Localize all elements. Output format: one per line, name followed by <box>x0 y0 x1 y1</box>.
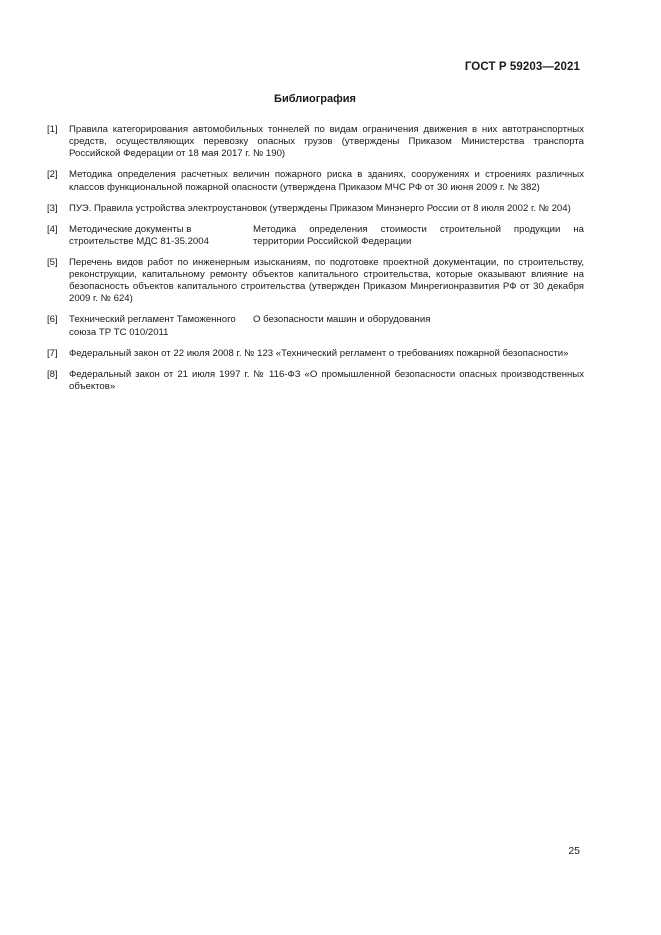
bibliography-entry-8 <box>47 369 584 393</box>
bibliography-entry-3 <box>47 203 584 215</box>
entry-text: Правила категорирования автомобильных тоннелей по видам ограничения движения в них автотранспортных средств, осуществляющих перевозку опасных грузов (утверждены Приказом Министерства транспорта Российской Федерации от 18 мая 2017 г. № 190) <box>69 124 584 160</box>
bibliography-entry-7 <box>47 348 584 360</box>
bibliography-entry-6 <box>47 314 584 338</box>
bibliography-list <box>47 124 584 402</box>
page-number: 25 <box>568 845 580 857</box>
entry-number: [7] <box>47 347 58 359</box>
entry-text: Методика определения расчетных величин пожарного риска в зданиях, сооружениях и строениях различных классов функциональной пожарной опасности (утверждена Приказом МЧС РФ от 30 июня 2009 г. № 382) <box>69 169 584 193</box>
section-title: Библиография <box>274 93 356 105</box>
entry-document-title: Методика определения стоимости строительной продукции на территории Российской Федерации <box>253 223 584 247</box>
entry-document-title: О безопасности машин и оборудования <box>253 314 431 326</box>
entry-text: ПУЭ. Правила устройства электроустановок (утверждены Приказом Минэнерго России от 8 июля 2002 г. № 204) <box>69 202 571 214</box>
bibliography-entry-4 <box>47 224 584 248</box>
entry-number: [8] <box>47 368 58 380</box>
entry-text: Перечень видов работ по инженерным изысканиям, по подготовке проектной документации, по строительству, реконструкции, капитальному ремонту объектов капитального строительства, которые оказывают влияние на безопасность объектов капитального строительства (утвержден Приказом Минрегионразвития РФ от 30 декабря 2009 г. № 624) <box>69 256 584 305</box>
bibliography-entry-5 <box>47 257 584 306</box>
entry-number: [3] <box>47 202 58 214</box>
entry-document-designation: Технический регламент Таможенного союза ТР ТС 010/2011 <box>69 314 236 338</box>
bibliography-entry-2 <box>47 169 584 193</box>
entry-number: [4] <box>47 223 58 235</box>
entry-text: Федеральный закон от 21 июля 1997 г. № 116-ФЗ «О промышленной безопасности опасных производственных объектов» <box>69 368 584 392</box>
entry-two-column <box>69 224 584 248</box>
entry-number: [5] <box>47 256 58 268</box>
entry-text: Федеральный закон от 22 июля 2008 г. № 123 «Технический регламент о требованиях пожарной безопасности» <box>69 347 569 359</box>
entry-number: [1] <box>47 124 58 135</box>
document-code: ГОСТ Р 59203—2021 <box>464 61 580 73</box>
entry-two-column <box>69 314 584 338</box>
bibliography-entry-1 <box>47 124 584 161</box>
entry-document-designation: Методические документы в строительстве МДС 81-35.2004 <box>69 223 209 247</box>
entry-number: [2] <box>47 169 58 181</box>
entry-number: [6] <box>47 314 58 326</box>
